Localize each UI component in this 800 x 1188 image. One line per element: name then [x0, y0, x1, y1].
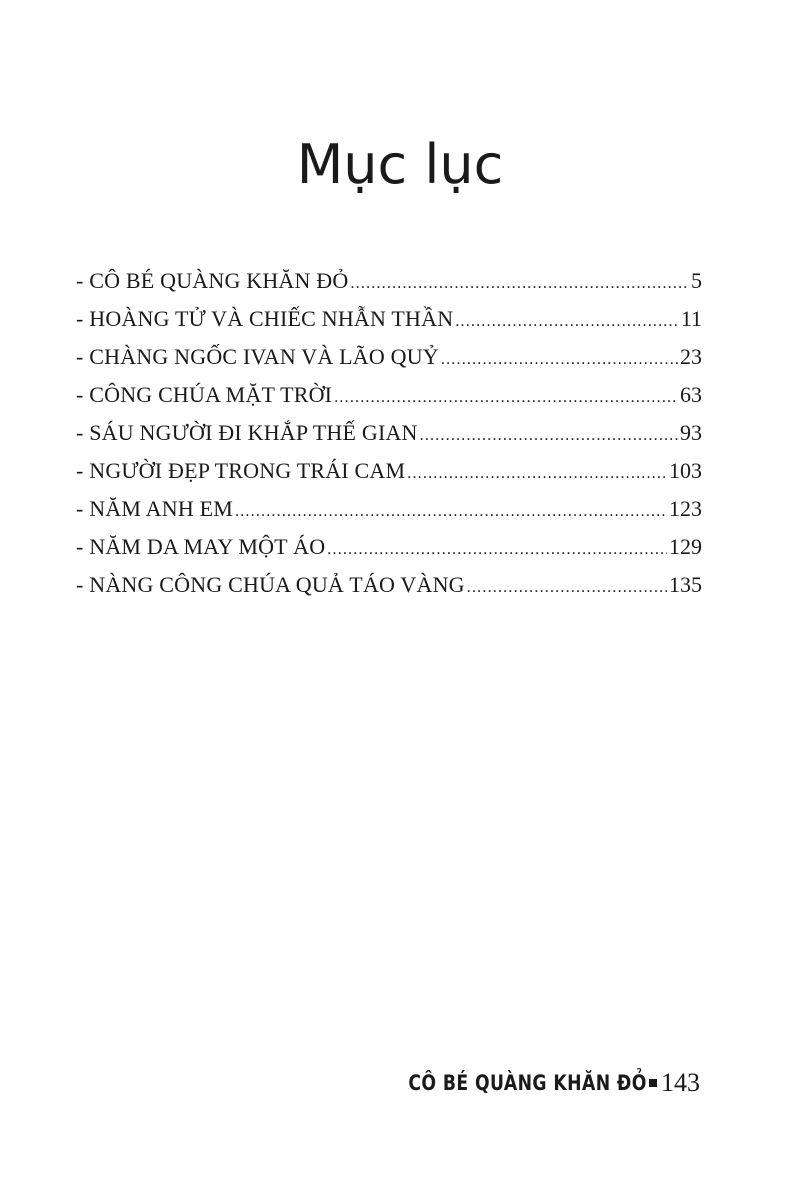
toc-dot-leader: [441, 341, 678, 379]
toc-entry-title: - HOÀNG TỬ VÀ CHIẾC NHẪN THẦN: [76, 306, 454, 331]
toc-entry-page: 63: [680, 382, 702, 407]
square-bullet-icon: [649, 1079, 657, 1087]
toc-dot-leader: [407, 455, 667, 493]
toc-entry-title: - NĂM ANH EM: [76, 496, 234, 521]
toc-entry: [76, 300, 702, 338]
running-footer: [356, 1068, 700, 1098]
toc-entry: [76, 528, 702, 566]
toc-entry-title: - CÔ BÉ QUÀNG KHĂN ĐỎ: [76, 268, 349, 293]
toc-entry: [76, 376, 702, 414]
page-title: Mục lục: [296, 133, 504, 196]
toc-entry: [76, 414, 702, 452]
toc-dot-leader: [235, 493, 667, 531]
toc-entry: [76, 262, 702, 300]
toc-dot-leader: [455, 303, 679, 341]
toc-entry-title: - NÀNG CÔNG CHÚA QUẢ TÁO VÀNG: [76, 572, 465, 597]
toc-entry: [76, 338, 702, 376]
toc-entry-page: 123: [669, 496, 702, 521]
toc-dot-leader: [467, 569, 667, 607]
toc-dot-leader: [327, 531, 667, 569]
toc-entry-page: 103: [669, 458, 702, 483]
toc-entry-title: - NGƯỜI ĐẸP TRONG TRÁI CAM: [76, 458, 406, 483]
footer-book-title: CÔ BÉ QUÀNG KHĂN ĐỎ: [408, 1071, 647, 1095]
toc-entry-page: 5: [691, 268, 702, 293]
toc-entry: [76, 490, 702, 528]
toc-dot-leader: [350, 265, 689, 303]
table-of-contents: [76, 262, 702, 604]
toc-entry-page: 135: [669, 572, 702, 597]
toc-entry-page: 129: [669, 534, 702, 559]
toc-entry-title: - CÔNG CHÚA MẶT TRỜI: [76, 382, 333, 407]
toc-dot-leader: [420, 417, 678, 455]
toc-entry-title: - SÁU NGƯỜI ĐI KHẮP THẾ GIAN: [76, 420, 418, 445]
toc-entry-title: - NĂM DA MAY MỘT ÁO: [76, 534, 326, 559]
toc-entry-page: 23: [680, 344, 702, 369]
toc-entry: [76, 566, 702, 604]
toc-entry-title: - CHÀNG NGỐC IVAN VÀ LÃO QUỶ: [76, 344, 439, 369]
footer-page-number: 143: [661, 1068, 700, 1097]
toc-entry: [76, 452, 702, 490]
toc-dot-leader: [334, 379, 678, 417]
toc-entry-page: 11: [680, 306, 702, 331]
toc-entry-page: 93: [680, 420, 702, 445]
